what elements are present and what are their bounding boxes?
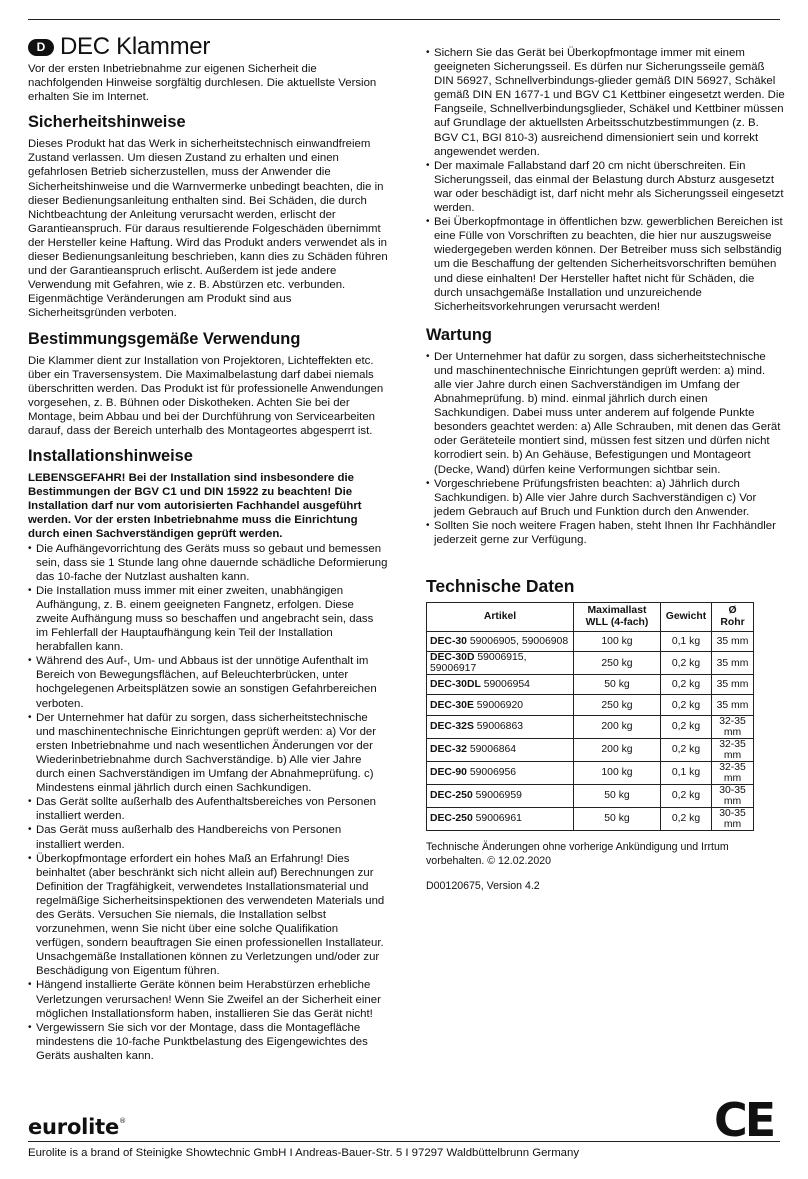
list-item: • Hängend installierte Geräte können beim Herabstürzen erhebliche Verletzungen verursachen! Wenn Sie Zweifel an der Sicherheit einer möglichen Installationsform haben, installieren Sie das Gerät nicht! [28,978,388,1020]
right-column [426,46,786,893]
maintenance-heading: Wartung [426,325,492,344]
language-badge: D [28,39,54,56]
cell-pipe: 32-35 mm [712,738,754,761]
logo-text: eurolite [28,1115,120,1139]
usage-text: Die Klammer dient zur Installation von Projektoren, Lichteffekten etc. über ein Traversensystem. Die Maximalbelastung darf dabei niemals überschritten werden. Das Produkt ist für professionelle Anwendungen vorgesehen, z. B. Bühnen oder Diskotheken. Achten Sie bei der Montage, beim Abbau und bei der Durchführung von Servicearbeiten darauf, dass der Bereich unterhalb des Montageortes abgesperrt ist. [28,354,384,437]
cell-weight: 0,1 kg [661,632,712,652]
list-item: • Die Installation muss immer mit einer zweiten, unabhängigen Aufhängung, z. B. einem geeigneten Fangnetz, erfolgen. Diese zweite Aufhängung muss so beschaffen und angebracht sein, dass im Fehlerfall der Hauptaufhängung kein Teil der Installation herabfallen kann. [28,584,388,654]
article-model: DEC-30 [430,636,467,648]
bottom-rule [28,1141,780,1142]
cell-max-load: 100 kg [574,632,661,652]
table-row [427,738,754,761]
article-number: 59006954 [483,679,530,691]
cell-max-load: 200 kg [574,738,661,761]
list-item: • Vorgeschriebene Prüfungsfristen beachten: a) Jährlich durch Sachkundigen. b) Alle vier Jahre durch Sachverständigen c) Vor jedem Gebrauch auf Bruch und Funktion durch den Anwender. [426,477,786,519]
eurolite-logo [28,1115,126,1139]
cell-pipe: 35 mm [712,632,754,652]
list-item: • Während des Auf-, Um- und Abbaus ist der unnötige Aufenthalt im Bereich von Bewegungsflächen, auf Beleuchterbrücken, unter hochgelegenen Arbeitsplätzen sowie an sonstigen Gefahrbereichen verboten. [28,654,388,710]
cell-max-load: 100 kg [574,761,661,784]
cell-weight: 0,1 kg [661,761,712,784]
table-row [427,652,754,675]
list-item: • Der maximale Fallabstand darf 20 cm nicht überschreiten. Ein Sicherungsseil, das einmal der Belastung durch Absturz ausgesetzt war oder beschädigt ist, darf nicht mehr als Sicherungsseil eingesetzt werden. [426,159,786,215]
cell-weight: 0,2 kg [661,784,712,807]
document-header [28,32,388,62]
cell-pipe: 32-35 mm [712,715,754,738]
cell-weight: 0,2 kg [661,695,712,715]
intro-text: Vor der ersten Inbetriebnahme zur eigenen Sicherheit die nachfolgenden Hinweise sorgfältig durchlesen. Die aktuellste Version erhalten Sie im Internet. [28,63,377,104]
cell-pipe: 35 mm [712,695,754,715]
cell-max-load: 50 kg [574,784,661,807]
list-item: • Die Aufhängevorrichtung des Geräts muss so gebaut und bemessen sein, dass sie 1 Stunde lang ohne dauernde schädliche Deformierung das 10-fache der Nutzlast aushalten kann. [28,542,388,584]
cell-pipe: 35 mm [712,675,754,695]
install-warning: LEBENSGEFAHR! Bei der Installation sind insbesondere die Bestimmungen der BGV C1 und DIN 15922 zu beachten! Die Installation darf nur vom autorisierten Fachhandel ausgeführt werden. Vor der ersten Inbetriebnahme muss die Einrichtung durch einen Sachverständigen geprüft werden. [28,472,362,541]
cell-article [427,784,574,807]
list-item: • Vergewissern Sie sich vor der Montage, dass die Montagefläche mindestens die 10-fache Punktbelastung des Eigengewichtes des Geräts aushalten kann. [28,1021,388,1063]
cell-weight: 0,2 kg [661,738,712,761]
list-item: • Das Gerät muss außerhalb des Handbereichs von Personen installiert werden. [28,823,388,851]
cell-article [427,632,574,652]
cell-weight: 0,2 kg [661,715,712,738]
article-model: DEC-90 [430,767,467,779]
article-model: DEC-30E [430,699,474,711]
maintenance-list [426,350,786,547]
cell-max-load: 200 kg [574,715,661,738]
cell-weight: 0,2 kg [661,807,712,830]
article-number: 59006961 [475,813,522,825]
table-row [427,675,754,695]
document-version: D00120675, Version 4.2 [426,879,540,892]
tech-table-body [427,632,754,831]
list-item: • Sichern Sie das Gerät bei Überkopfmontage immer mit einem geeigneten Sicherungsseil. Es dürfen nur Sicherungsseile gemäß DIN 56927, Schnellverbindungs-glieder gemäß DIN 56927, Schäkel gemäß DIN EN 1677-1 und BGV C1 Kettbiner eingesetzt werden. Die Fangseile, Schnellverbindungsglieder, Schäkel und Kettbiner müssen auf Grundlage der aktuellsten Arbeitsschutzbestimmungen (z. B. BGV C1, BGI 810-3) ausreichend dimensioniert sein und korrekt angewendet werden. [426,46,786,159]
col-pipe: Ø Rohr [712,603,754,632]
cell-article [427,675,574,695]
cell-weight: 0,2 kg [661,652,712,675]
tech-note: Technische Änderungen ohne vorherige Ankündigung und Irrtum vorbehalten. © 12.02.2020 [426,840,729,867]
table-row [427,784,754,807]
install-list-continued [426,46,786,314]
article-number: 59006864 [469,744,517,756]
safety-text: Dieses Produkt hat das Werk in sicherheitstechnisch einwandfreiem Zustand verlassen. Um diesen Zustand zu erhalten und einen gefahrlosen Betrieb sicherzustellen, muss der Anwender die Sicherheitshinweise und die Warnvermerke unbedingt beachten, die in dieser Bedienungsanleitung enthalten sind. Bei Schäden, die durch Nichtbeachtung der Anleitung verursacht werden, erlischt der Garantieanspruch. Für daraus resultierende Folgeschäden übernimmt der Hersteller keine Haftung. Wird das Produkt anders verwendet als in dieser Bedienungsanleitung beschrieben, kann dies zu Schäden führen und der Garantieanspruch erlischt. Außerdem ist jede andere Verwendung mit Gefahren, wie z. B. Abstürzen etc. verbunden. Eigenmächtige Veränderungen am Produkt sind aus Sicherheitsgründen verboten. [28,138,388,320]
ce-mark-icon: CE [714,1093,774,1147]
cell-pipe: 35 mm [712,652,754,675]
left-column [28,30,388,1063]
usage-heading: Bestimmungsgemäße Verwendung [28,329,301,348]
col-weight: Gewicht [661,603,712,632]
article-model: DEC-30DL [430,679,481,691]
install-heading: Installationshinweise [28,447,193,466]
article-number: 59006956 [469,767,517,779]
cell-pipe: 30-35 mm [712,784,754,807]
article-model: DEC-32 [430,744,467,756]
article-number: 59006959 [475,790,522,802]
article-number: 59006905, 59006908 [469,636,569,648]
cell-weight: 0,2 kg [661,675,712,695]
table-row [427,695,754,715]
tech-heading: Technische Daten [426,576,575,597]
article-model: DEC-30D [430,652,475,664]
article-number: 59006915, 59006917 [430,652,527,675]
table-row [427,632,754,652]
list-item: • Bei Überkopfmontage in öffentlichen bzw. gewerblichen Bereichen ist eine Fülle von Vorschriften zu beachten, die hier nur auszugsweise wiedergegeben werden können. Der Betreiber muss sich selbständig um die Beschaffung der geltenden Sicherheitsvorschriften bemühen und diese einhalten! Der Hersteller haftet nicht für Schäden, die durch unsachgemäße Installation und unzureichende Sicherheitsvorkehrungen verursacht werden! [426,215,786,314]
cell-article [427,738,574,761]
tech-table [426,602,754,831]
col-max-load: Maximallast WLL (4-fach) [574,603,661,632]
cell-pipe: 30-35 mm [712,807,754,830]
document-title: DEC Klammer [60,33,211,60]
article-number: 59006863 [476,721,524,733]
registered-mark: ® [119,1117,126,1125]
cell-article [427,652,574,675]
table-row [427,715,754,738]
article-number: 59006920 [476,699,524,711]
cell-max-load: 250 kg [574,652,661,675]
cell-pipe: 32-35 mm [712,761,754,784]
list-item: • Sollten Sie noch weitere Fragen haben, steht Ihnen Ihr Fachhändler jederzeit gerne zur Verfügung. [426,519,786,547]
list-item: • Überkopfmontage erfordert ein hohes Maß an Erfahrung! Dies beinhaltet (aber beschränkt sich nicht allein auf) Berechnungen zur Definition der Tragfähigkeit, verwendetes Installationsmaterial und regelmäßige Sicherheitsinspektionen des verwendeten Materials und des Geräts. Versuchen Sie niemals, die Installation selbst vorzunehmen, wenn Sie nicht über eine solche Qualifikation verfügen, sondern beauftragen Sie einen professionellen Installateur. Unsachgemäße Installationen können zu Verletzungen und/oder zur Beschädigung von Eigentum führen. [28,852,388,979]
cell-article [427,715,574,738]
article-model: DEC-250 [430,813,473,825]
install-list [28,542,388,1063]
list-item: • Der Unternehmer hat dafür zu sorgen, dass sicherheitstechnische und maschinentechnische Einrichtungen geprüft werden: a) Vor der ersten Inbetriebnahme und nach wesentlichen Änderungen vor der Wiederinbetriebnahme durch Sachverständige. b) Alle vier Jahre durch einen Sachverständigen im Umfang der Abnahmeprüfung. c) Mindestens einmal jährlich durch einen Sachkundigen. [28,711,388,796]
footer-text: Eurolite is a brand of Steinigke Showtechnic GmbH I Andreas-Bauer-Str. 5 I 97297 Waldbüttelbrunn Germany [28,1147,580,1159]
table-row [427,761,754,784]
article-model: DEC-32S [430,721,474,733]
cell-article [427,807,574,830]
table-row [427,807,754,830]
col-article: Artikel [427,603,574,632]
list-item: • Das Gerät sollte außerhalb des Aufenthaltsbereiches von Personen installiert werden. [28,795,388,823]
top-rule [28,19,780,20]
safety-heading: Sicherheitshinweise [28,113,186,132]
cell-max-load: 50 kg [574,807,661,830]
cell-article [427,695,574,715]
cell-max-load: 50 kg [574,675,661,695]
article-model: DEC-250 [430,790,473,802]
list-item: • Der Unternehmer hat dafür zu sorgen, dass sicherheitstechnische und maschinentechnische Einrichtungen geprüft werden: a) mind. alle vier Jahre durch einen Sachverständigen im Umfang der Abnahmeprüfung. b) mind. einmal jährlich durch einen Sachkundigen. Dabei muss unter anderem auf folgende Punkte besonders geachtet werden: a) Alle Schrauben, mit denen das Gerät oder Geräteteile montiert sind, müssen fest sitzen und dürfen nicht korrodiert sein. b) An Gehäuse, Befestigungen und Montageort (Decke, Wand) dürfen keine Verformungen sichtbar sein. [426,350,786,477]
cell-article [427,761,574,784]
cell-max-load: 250 kg [574,695,661,715]
table-header-row [427,603,754,632]
